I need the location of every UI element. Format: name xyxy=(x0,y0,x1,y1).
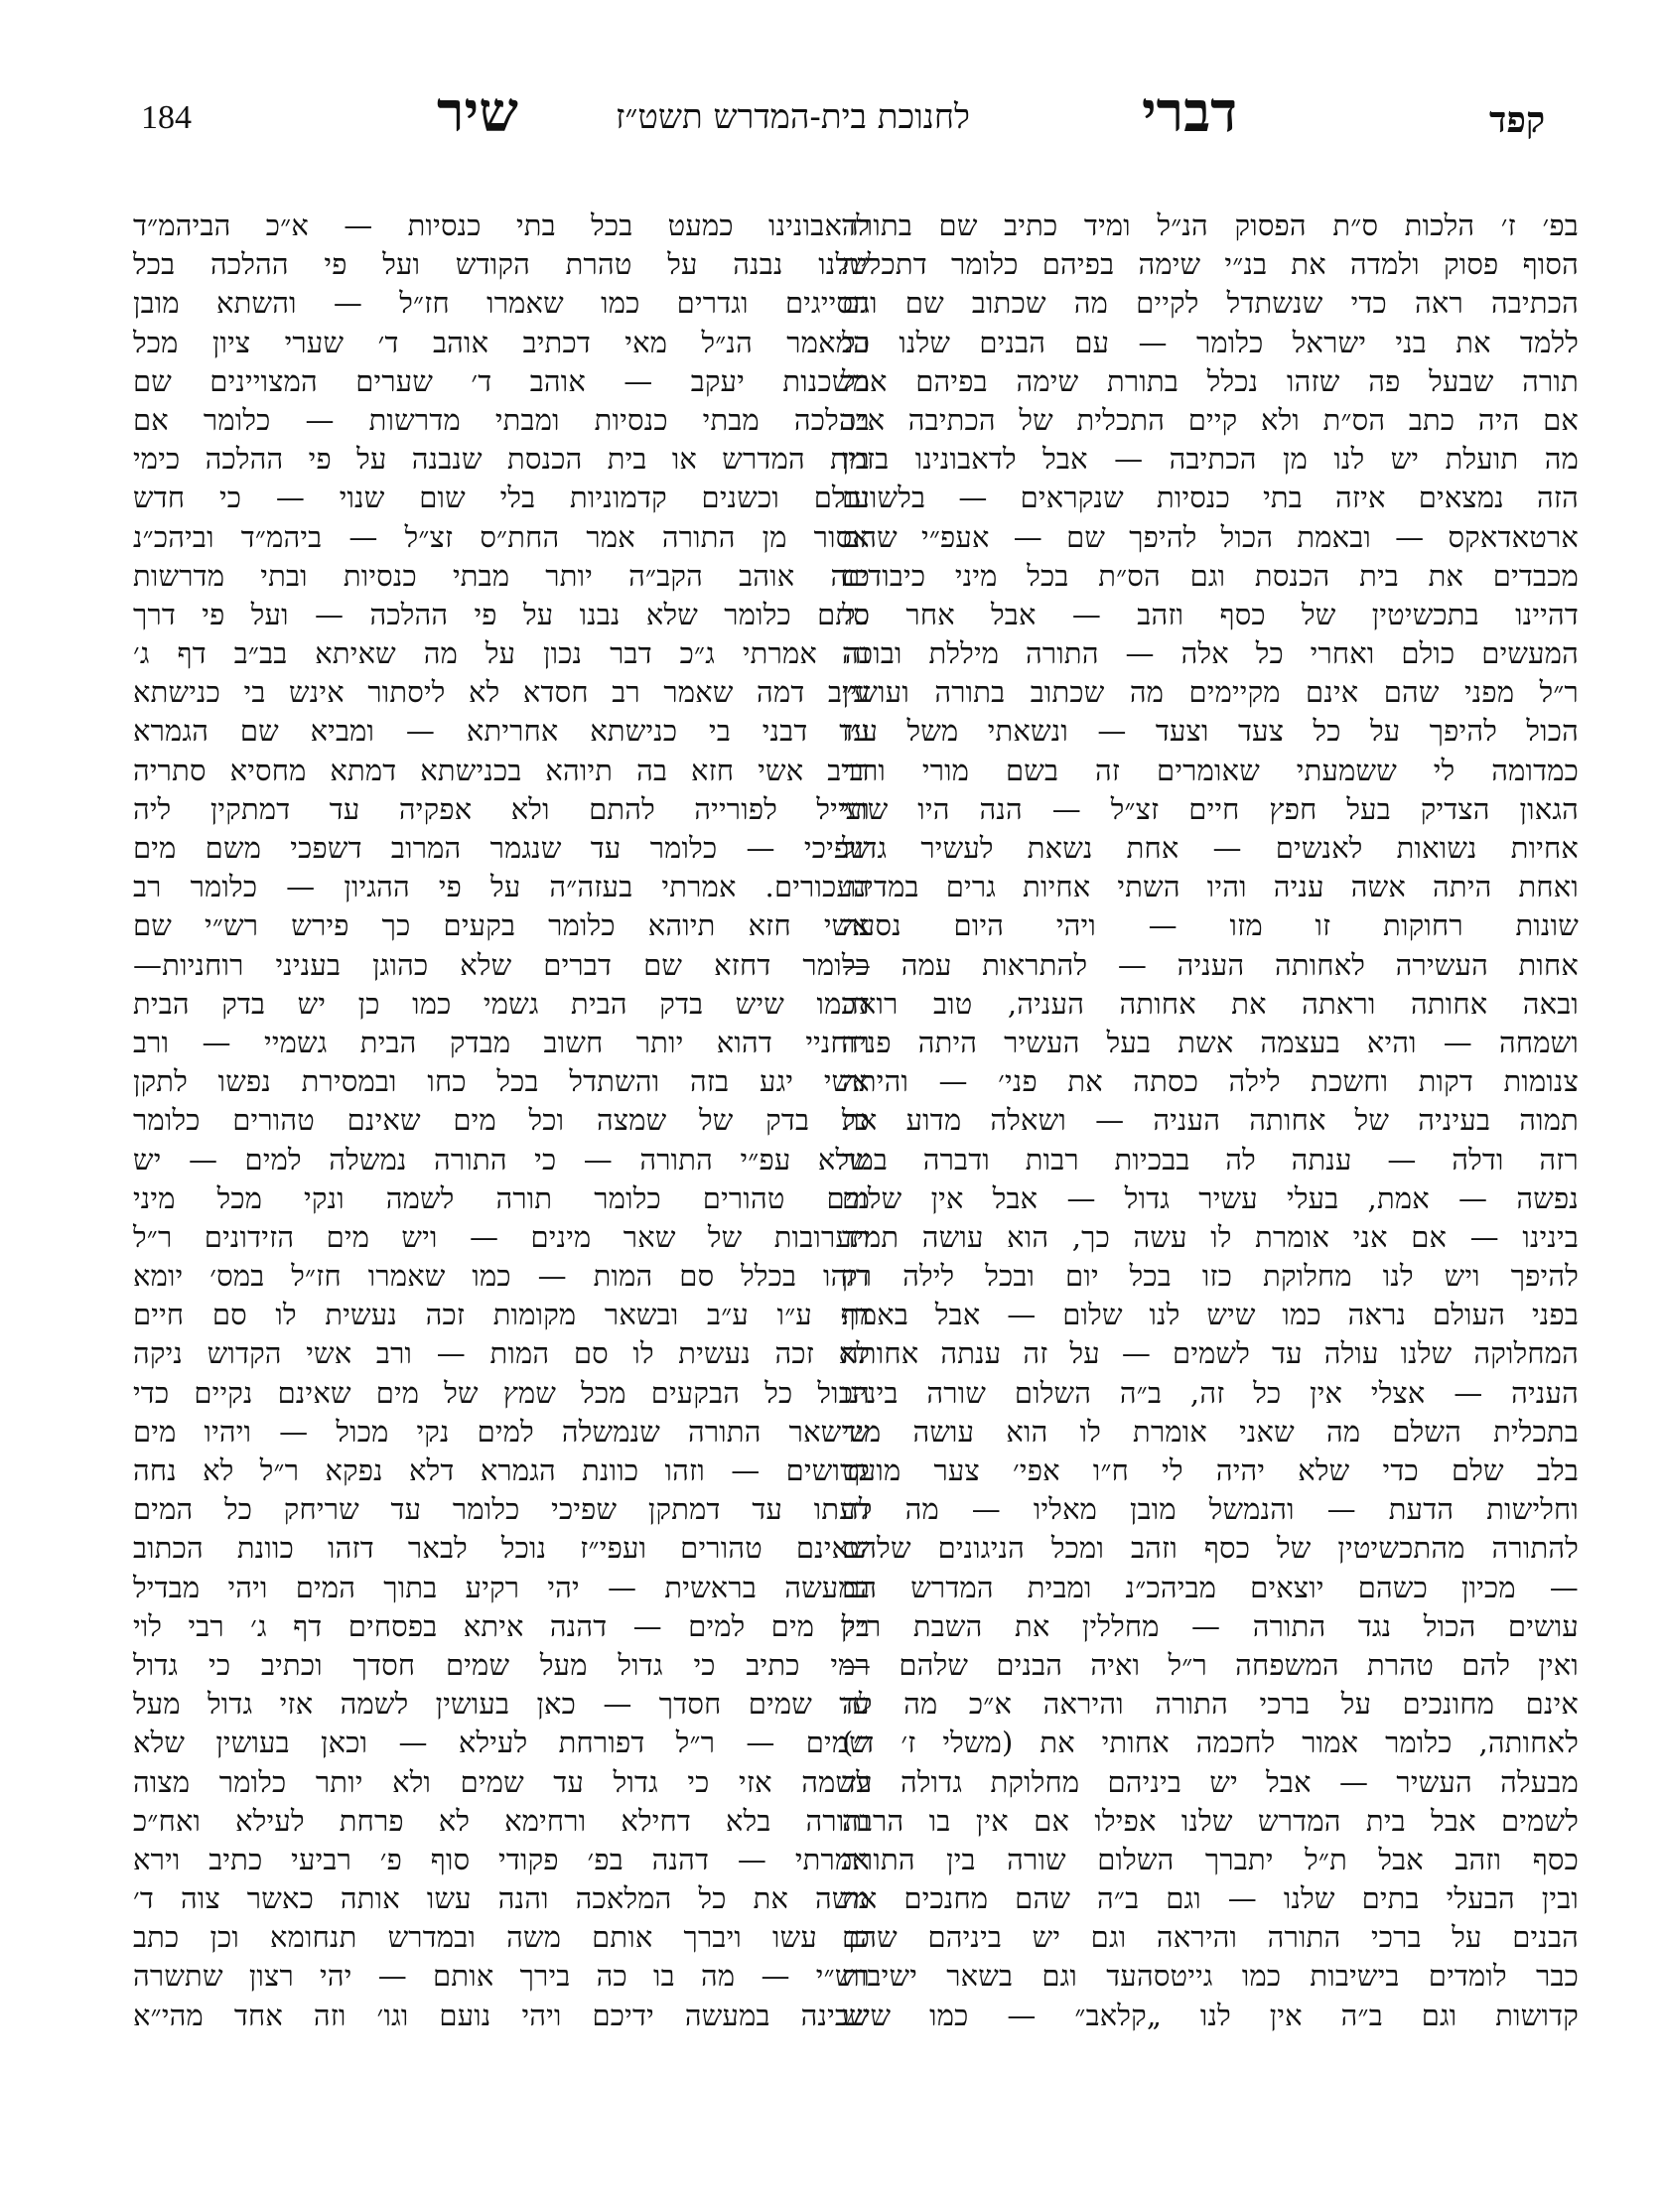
right-column-line: ובאה אחותה וראתה את אחותה העניה, טוב רואה xyxy=(842,986,1579,1021)
left-text-column xyxy=(133,207,870,2182)
subtitle: לחנוכת בית-המדרש תשט״ז xyxy=(616,97,970,137)
left-column-line: דזהו בכלל סם המות — כמו שאמרו חז״ל במס׳ יומא xyxy=(133,1259,870,1294)
right-column-line: הכול להיפך על כל צעד וצעד — ונשאתי משל ע״ז xyxy=(842,714,1579,749)
left-column-line: רמי כתיב כי גדול מעל שמים חסדך וכתיב כי גדול xyxy=(133,1647,870,1682)
right-text-column xyxy=(842,207,1579,2182)
right-column-line: לשמים אבל בית המדרש שלנו אפילו אם אין בו הרבה xyxy=(842,1803,1579,1838)
right-column-line: ובין הבעלי בתים שלנו — וגם ב״ה שהם מחנכים את xyxy=(842,1881,1579,1916)
left-column-line: אשי יגע בזה והשתדל בכל כחו ובמסירת נפשו לתקן xyxy=(133,1064,870,1099)
right-column-line: כמדומה לי ששמעתי שאומרים זה בשם מורי ורבי xyxy=(842,753,1579,787)
right-column-line: אינם מחונכים על ברכי התורה והיראה א״כ מה לה xyxy=(842,1687,1579,1722)
left-column-line: תערובות של שאר מינים — ויש מים הזידונים ר״ל xyxy=(133,1219,870,1254)
left-column-line: מים טהורים כלומר תורה לשמה ונקי מכל מיני xyxy=(133,1180,870,1215)
left-column-line: דרב אשי חזא בה תיוהא בכנישתא דמתא מחסיא סתריה xyxy=(133,753,870,787)
right-column-line: עושים הכול נגד התורה — מחללין את השבת ר״ל xyxy=(842,1608,1579,1643)
left-column-line: במעשה בראשית — יהי רקיע בתוך המים ויהי מבדיל xyxy=(133,1570,870,1604)
left-column-line: אשי חזא תיוהא כלומר בקעים כך פירש רש״י שם xyxy=(133,908,870,943)
right-column-line: להיפך ויש לנו מחלוקת כזו בכל יום ובכל לילה רק xyxy=(842,1259,1579,1294)
right-column-line: ר״ל מפני שהם אינם מקיימים מה שכתוב בתורה ועושין xyxy=(842,675,1579,710)
left-column-line: המאמר הנ״ל מאי דכתיב אוהב ד׳ שערי ציון מכל xyxy=(133,325,870,359)
left-column-line: כל בדק של שמצה וכל מים שאינם טהורים כלומר xyxy=(133,1103,870,1138)
right-column-line: שונות רחוקות זו מזו — ויהי היום נסעה xyxy=(842,908,1579,943)
left-column-line: שפיכי — כלומר עד שנגמר המרוב דשפכי משם מים xyxy=(133,831,870,865)
left-column-line: הסייגים וגדרים כמו שאמרו חז״ל — והשתא מובן xyxy=(133,286,870,321)
left-column-line: העכורים. אמרתי בעזה״ה על פי ההגיון — כלומר רב xyxy=(133,870,870,904)
right-column-line: כסף וזהב אבל ת״ל יתברך השלום שורה בין התורה xyxy=(842,1842,1579,1876)
left-column-line: בין מים למים — דהנה איתא בפסחים דף ג׳ רבי לוי xyxy=(133,1608,870,1643)
left-column-line: קדושים — וזהו כוונת הגמרא דלא נפקא ר״ל לא נחה xyxy=(133,1453,870,1487)
left-column-line: לא זכה נעשית לו סם המות — ורב אשי הקדוש ניקה xyxy=(133,1336,870,1371)
left-column-line: ותורה בלא דחילא ורחימא לא פרחת לעילא ואח״כ xyxy=(133,1803,870,1838)
left-column-line: שאינם טהורים ועפי״ז נוכל לבאר דזהו כוונת הכתוב xyxy=(133,1531,870,1566)
page-number-hebrew: קפד xyxy=(1489,99,1546,141)
left-column-line: שמים — ר״ל דפורחת לעילא — וכאן בעושין שלא xyxy=(133,1726,870,1760)
right-column-line: המעשים כולם ואחרי כל אלה — התורה מיללת ובוכה xyxy=(842,636,1579,671)
left-column-line: שלנו נבנה על טהרת הקודש ועל פי ההלכה בכל xyxy=(133,247,870,282)
left-column-line: עד דבני בי כנישתא אחריתא — ומביא שם הגמרא xyxy=(133,714,870,749)
left-column-line: דף ע״ו ע״ב ובשאר מקומות זכה נעשית לו סם חיים xyxy=(133,1298,870,1332)
title-right: דברי xyxy=(1142,79,1238,145)
left-column-line: משה את כל המלאכה והנה עשו אותה כאשר צוה ד׳ xyxy=(133,1881,870,1916)
right-column-line: בתכלית השלם מה שאני אומרת לו הוא עושה מיד xyxy=(842,1414,1579,1449)
left-column-line: משכנות יעקב — אוהב ד׳ שערים המצויינים שם xyxy=(133,363,870,398)
right-column-line: מכבדים את בית הכנסת וגם הס״ת בכל מיני כיבודים xyxy=(842,558,1579,593)
right-column-line: הבנים על ברכי התורה והיראה וגם יש ביניהם שהם xyxy=(842,1920,1579,1955)
right-column-line: אחיות נשואות לאנשים — אחת נשאת לעשיר גדול xyxy=(842,831,1579,865)
right-column-line: צנומות דקות וחשכת לילה כסתה את פני׳ — והיתה xyxy=(842,1064,1579,1099)
right-column-line: אם היה כתב הס״ת ולא קיים התכלית של הכתיבה א״כ xyxy=(842,402,1579,437)
right-column-line: לאחותה, כלומר אמור לחכמה אחותי את (משלי ז׳ ד׳) xyxy=(842,1726,1579,1760)
right-column-line: רזה ודלה — ענתה לה בבכיות רבות ודברה במר xyxy=(842,1142,1579,1176)
right-column-line: ללמד את בני ישראל כלומר — עם הבנים שלנו כל xyxy=(842,325,1579,359)
left-column-line: שלא עפ״י התורה — כי התורה נמשלה למים — יש xyxy=(133,1142,870,1176)
right-column-line: מבעלה העשיר — אבל יש ביניהם מחלוקת גדולה עד xyxy=(842,1764,1579,1799)
right-column-line: בפ׳ ז׳ הלכות ס״ת הפסוק הנ״ל ומיד כתיב שם בתורה xyxy=(842,208,1579,242)
right-column-line: הסוף פסוק ולמדה את בנ״י שימה בפיהם כלומר דתכלית xyxy=(842,247,1579,282)
page-number-arabic: 184 xyxy=(141,99,192,136)
right-column-line: הכתיבה ראה כדי שנשתדל לקיים מה שכתוב שם וגם xyxy=(842,286,1579,321)
left-column-line: רוחניי דהוא יותר חשוב מבדק הבית גשמיי — ורב xyxy=(133,1025,870,1059)
right-column-line: המחלוקה שלנו עולה עד לשמים — על זה ענתה אחותה xyxy=(842,1336,1579,1371)
right-column-line: וחלישות הדעת — והנמשל מובן מאליו — מה לה xyxy=(842,1492,1579,1527)
left-column-line: רש״י — מה בו כה בירך אותם — יהי רצון שתשרה xyxy=(133,1959,870,1994)
right-column-line: להתורה מהתכשיטין של כסף וזהב ומכל הניגונים שלהם xyxy=(842,1531,1579,1566)
right-column-line: בלב שלם כדי שלא יהיה לי ח״ו אפי׳ צער מועט xyxy=(842,1453,1579,1487)
right-column-line: ושמחה — והיא בעצמה אשת בעל העשיר היתה פניה xyxy=(842,1025,1579,1059)
right-column-line: נפשה — אמת, בעלי עשיר גדול — אבל אין שלום xyxy=(842,1180,1579,1215)
right-column-line: העניה — אצלי אין כל זה, ב״ה השלום שורה בינינו xyxy=(842,1375,1579,1410)
left-column-line: אסור מן התורה אמר החת״ס זצ״ל — ביהמ״ד וביהכ״נ xyxy=(133,519,870,554)
right-column-line: מה תועלת יש לנו מן הכתיבה — אבל לדאבונינו בזמן xyxy=(842,442,1579,477)
left-column-line: עולם וכשנים קדמוניות בלי שום שנוי — כי חדש xyxy=(133,481,870,515)
right-column-line: בינינו — אם אני אומרת לו עשה כך, הוא עושה תמיד xyxy=(842,1219,1579,1254)
left-column-line: סתם כלומר שלא נבנו על פי ההלכה — ועל פי דרך xyxy=(133,597,870,631)
right-column-line: הגאון הצדיק בעל חפץ חיים זצ״ל — הנה היו שתי xyxy=(842,791,1579,826)
running-header xyxy=(0,0,1663,159)
left-column-line: כן עשו ויברך אותם משה ובמדרש תנחומא וכן כתב xyxy=(133,1920,870,1955)
left-column-line: דעתו עד דמתקן שפיכי כלומר עד שריחק כל המים xyxy=(133,1492,870,1527)
right-column-line: ואין להם טהרת המשפחה ר״ל ואיה הבנים שלהם — xyxy=(842,1647,1579,1682)
right-column-line: ואחת היתה אשה עניה והיו השתי אחיות גרים במדינו׳ xyxy=(842,870,1579,904)
left-column-line: זה אמרתי ג״כ דבר נכון על מה שאיתא בב״ב דף ג׳ xyxy=(133,636,870,671)
right-column-line: — מכיון כשהם יוצאים מביהכ״נ ומבית המדרש הם xyxy=(842,1570,1579,1604)
right-column-line: אחות העשירה לאחותה העניה — להתראות עמה — xyxy=(842,947,1579,982)
left-column-line: בית המדרש או בית הכנסת שנבנה על פי ההלכה כימי xyxy=(133,442,870,477)
right-column-line: תמוה בעיניה של אחותה העניה — ושאלה מדוע את xyxy=(842,1103,1579,1138)
left-column-line: בהלכה מבתי כנסיות ומבתי מדרשות — כלומר אם xyxy=(133,402,870,437)
right-column-line: דהיינו בתכשיטין של כסף וזהב — אבל אחר כל xyxy=(842,597,1579,631)
left-column-line: דכמו שיש בדק הבית גשמי כמו כן יש בדק הבית xyxy=(133,986,870,1021)
left-column-line: ועייל לפורייה להתם ולא אפקיה עד דמתקין ליה xyxy=(133,791,870,826)
title-left: שיר xyxy=(437,79,518,145)
left-column-line: שכינה במעשה ידיכם ויהי נועם וגו׳ וזה אחד מהי״א xyxy=(133,1998,870,2032)
right-column-line: בפני העולם נראה כמו שיש לנו שלום — אבל באמת xyxy=(842,1298,1579,1332)
right-column-line: תורה שבעל פה שזהו נכלל בתורת שימה בפיהם אבל xyxy=(842,363,1579,398)
left-column-line: לדאבונינו כמעט בכל בתי כנסיות — א״כ הביהמ״ד xyxy=(133,208,870,242)
left-column-line: כלומר דחזא שם דברים שלא כהוגן בעניני רוחניות— xyxy=(133,947,870,982)
left-column-line: שישאר התורה שנמשלה למים נקי מכול — ויהיו מים xyxy=(133,1414,870,1449)
right-column-line: קדושות וגם ב״ה אין לנו „קלאב״ — כמו שיש xyxy=(842,1998,1579,2032)
right-column-line: ארטאדאקס — ובאמת הכול להיפך שם — אעפ״י שהם xyxy=(842,519,1579,554)
left-column-line: לשמה אזי כי גדול עד שמים ולא יותר כלומר מצוה xyxy=(133,1764,870,1799)
right-column-line: כבר לומדים בישיבות כמו גייטסהעד וגם בשאר ישיבות xyxy=(842,1959,1579,1994)
left-column-line: הכול כל הבקעים מכל שמץ של מים שאינם נקיים כדי xyxy=(133,1375,870,1410)
left-column-line: אמרתי — דהנה בפ׳ פקודי סוף פ׳ רביעי כתיב וירא xyxy=(133,1842,870,1876)
right-column-line: הזה נמצאים איזה בתי כנסיות שנקראים — בלשונם xyxy=(842,481,1579,515)
left-column-line: כזה אוהב הקב״ה יותר מבתי כנסיות ובתי מדרשות xyxy=(133,558,870,593)
left-column-line: עד שמים חסדך — כאן בעושין לשמה אזי גדול מעל xyxy=(133,1687,870,1722)
left-column-line: ע״ב דמה שאמר רב חסדא לא ליסתור אינש בי כנישתא xyxy=(133,675,870,710)
